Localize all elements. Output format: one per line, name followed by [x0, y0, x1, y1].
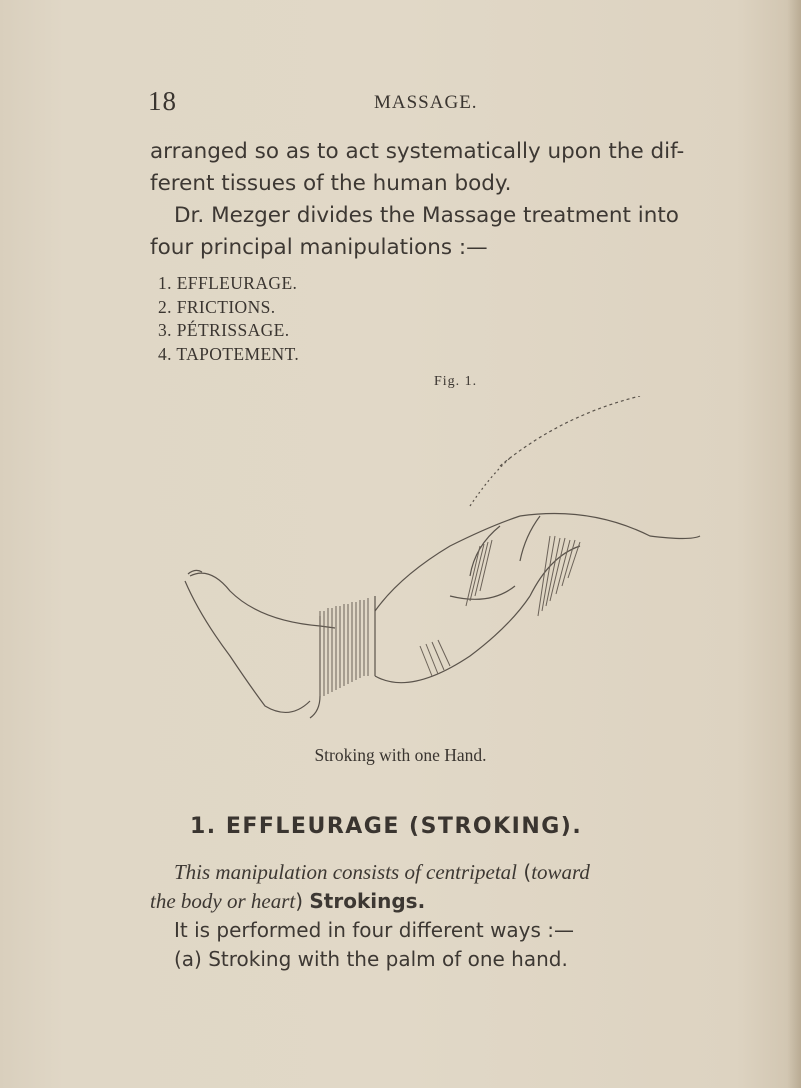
- section-heading: 1. EFFLEURAGE (STROKING).: [190, 814, 583, 839]
- list-item: [158, 343, 299, 367]
- list-item-number: 1.: [158, 273, 172, 293]
- italic-text: This manipulation consists of centripetal: [174, 860, 518, 884]
- stroking-hand-illustration: [170, 396, 710, 736]
- list-item-number: 2.: [158, 296, 172, 317]
- list-item-name: TAPOTEMENT.: [176, 343, 300, 364]
- section-body: [150, 858, 720, 974]
- text-line: arranged so as to act systematically upon the dif-: [150, 139, 685, 164]
- page-edge-shadow: [787, 0, 801, 1088]
- list-item-name: EFFLEURAGE.: [176, 273, 298, 293]
- figure-label: Fig. 1.: [434, 374, 478, 389]
- running-title: MASSAGE.: [374, 92, 478, 113]
- text-line: [150, 887, 720, 916]
- list-item: [158, 319, 299, 343]
- item-text: Stroking with the palm of one hand.: [208, 947, 568, 971]
- list-item-number: 4.: [158, 343, 172, 364]
- paragraph-mezger: [150, 200, 710, 264]
- text-line: four principal manipulations :—: [150, 235, 488, 260]
- paren-open: (: [523, 860, 532, 884]
- paren-close: ): [295, 889, 304, 913]
- italic-text: toward: [531, 860, 590, 884]
- list-item: [158, 272, 299, 296]
- paragraph-continued: [150, 136, 710, 200]
- page-header: [0, 82, 801, 122]
- list-item: [158, 296, 299, 320]
- text-line: [150, 858, 720, 887]
- text-line: [150, 945, 720, 974]
- page-number: 18: [148, 86, 177, 116]
- text-line: It is performed in four different ways :—: [174, 918, 575, 942]
- list-item-name: FRICTIONS.: [176, 296, 276, 317]
- list-item-name: PÉTRISSAGE.: [176, 320, 290, 340]
- figure-caption: Stroking with one Hand.: [314, 745, 487, 765]
- italic-text: the body or heart: [150, 889, 296, 913]
- text-line: ferent tissues of the human body.: [150, 171, 512, 196]
- list-item-number: 3.: [158, 320, 172, 340]
- text-line: Dr. Mezger divides the Massage treatment into: [174, 203, 679, 228]
- item-label: (a): [174, 947, 202, 971]
- bold-text: Strokings.: [309, 889, 426, 913]
- manipulations-list: [158, 272, 299, 366]
